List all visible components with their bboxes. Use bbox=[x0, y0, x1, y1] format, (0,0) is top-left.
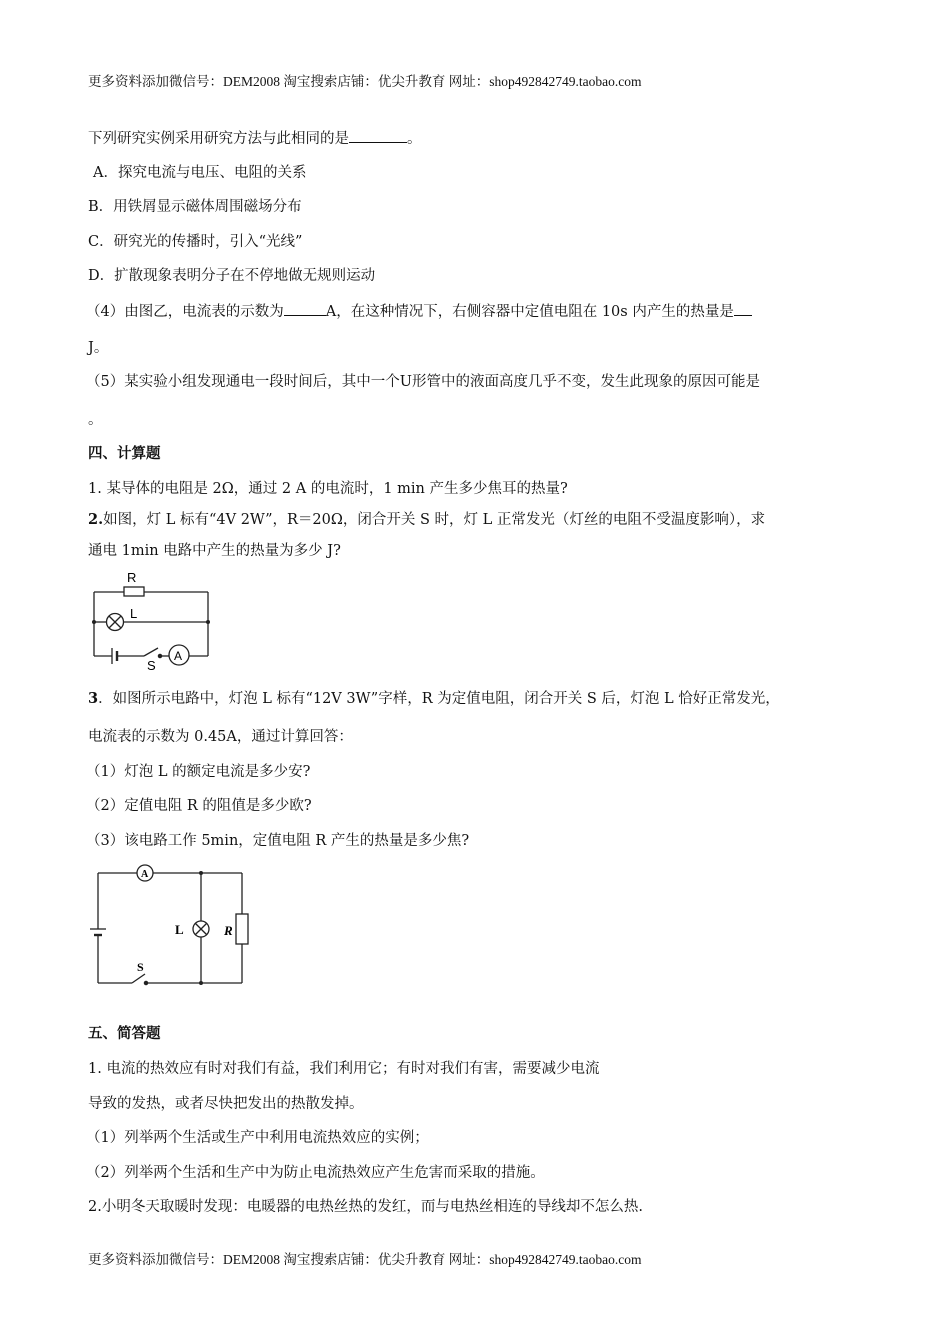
q4-part2: A，在这种情况下，右侧容器中定值电阻在 10s 内产生的热量是 bbox=[325, 304, 734, 320]
stem-end: 。 bbox=[407, 131, 422, 147]
option-d: D．扩散现象表明分子在不停地做无规则运动 bbox=[88, 268, 376, 284]
q3-line1: ．如图所示电路中，灯泡 L 标有“12V 3W”字样，R 为定值电阻，闭合开关 S 后，灯泡 L 恰好正常发光， bbox=[98, 691, 780, 707]
q3-sub-2: （2）定值电阻 R 的阻值是多少欧? bbox=[86, 798, 312, 814]
fig2-label-r: R bbox=[224, 923, 233, 938]
page-header: 更多资料添加微信号：DEM2008 淘宝搜索店铺：优尖升教育 网址：shop492842749.taobao.com bbox=[88, 74, 642, 89]
fig1-label-s: S bbox=[147, 658, 156, 673]
fig2-ammeter-label: A bbox=[141, 869, 149, 880]
short-question-2: 2.小明冬天取暖时发现：电暖器的电热丝热的发红，而与电热丝相连的导线却不怎么热. bbox=[88, 1199, 643, 1215]
question-stem bbox=[88, 128, 422, 149]
q4-part1: （4）由图乙，电流表的示数为 bbox=[86, 304, 284, 320]
calc-question-3 bbox=[88, 689, 780, 709]
circuit-figure-1 bbox=[88, 566, 218, 674]
question-4 bbox=[86, 301, 752, 322]
fig2-label-s: S bbox=[137, 960, 144, 974]
answer-blank bbox=[349, 128, 407, 143]
q3-sub-3: （3）该电路工作 5min，定值电阻 R 产生的热量是多少焦? bbox=[86, 833, 470, 849]
short-question-1-line2: 导致的发热，或者尽快把发出的热散发掉。 bbox=[88, 1096, 364, 1112]
fig1-ammeter-label: A bbox=[174, 649, 183, 663]
fig2-label-l: L bbox=[175, 922, 184, 937]
calc-question-1: 1. 某导体的电阻是 2Ω，通过 2 A 的电流时，1 min 产生多少焦耳的热量? bbox=[88, 481, 568, 497]
q3-number: 3 bbox=[88, 690, 99, 707]
q5-part2: 。 bbox=[88, 412, 103, 428]
answer-blank bbox=[284, 301, 326, 316]
option-a: A．探究电流与电压、电阻的关系 bbox=[93, 165, 307, 181]
circuit-figure-2 bbox=[88, 859, 250, 989]
fig1-label-l: L bbox=[130, 606, 138, 621]
option-c: C．研究光的传播时，引入“光线” bbox=[88, 234, 303, 250]
q2-line2: 通电 1min 电路中产生的热量为多少 J? bbox=[88, 543, 341, 559]
q2-number: 2. bbox=[88, 511, 104, 528]
q4-part3: J。 bbox=[88, 340, 109, 356]
question-5: （5）某实验小组发现通电一段时间后，其中一个U形管中的液面高度几乎不变，发生此现象的原因可能是 bbox=[86, 374, 760, 390]
q3-line2: 电流表的示数为 0.45A，通过计算回答： bbox=[88, 729, 353, 745]
fig1-label-r: R bbox=[127, 570, 137, 585]
option-b: B．用铁屑显示磁体周围磁场分布 bbox=[88, 199, 302, 215]
short-question-1-line1: 1. 电流的热效应有时对我们有益，我们利用它；有时对我们有害，需要减少电流 bbox=[88, 1061, 600, 1077]
q2-line1: 如图，灯 L 标有“4V 2W”，R＝20Ω，闭合开关 S 时，灯 L 正常发光（灯丝的电阻不受温度影响），求 bbox=[103, 512, 766, 528]
stem-text: 下列研究实例采用研究方法与此相同的是 bbox=[88, 131, 349, 147]
section-5-title: 五、简答题 bbox=[88, 1026, 161, 1042]
page-footer: 更多资料添加微信号：DEM2008 淘宝搜索店铺：优尖升教育 网址：shop492842749.taobao.com bbox=[88, 1252, 642, 1267]
calc-question-2 bbox=[88, 510, 765, 530]
section-4-title: 四、计算题 bbox=[88, 446, 161, 462]
q3-sub-1: （1）灯泡 L 的额定电流是多少安? bbox=[86, 764, 311, 780]
short-q1-sub-1: （1）列举两个生活或生产中利用电流热效应的实例； bbox=[86, 1130, 429, 1146]
answer-blank bbox=[734, 301, 752, 316]
short-q1-sub-2: （2）列举两个生活和生产中为防止电流热效应产生危害而采取的措施。 bbox=[86, 1165, 545, 1181]
